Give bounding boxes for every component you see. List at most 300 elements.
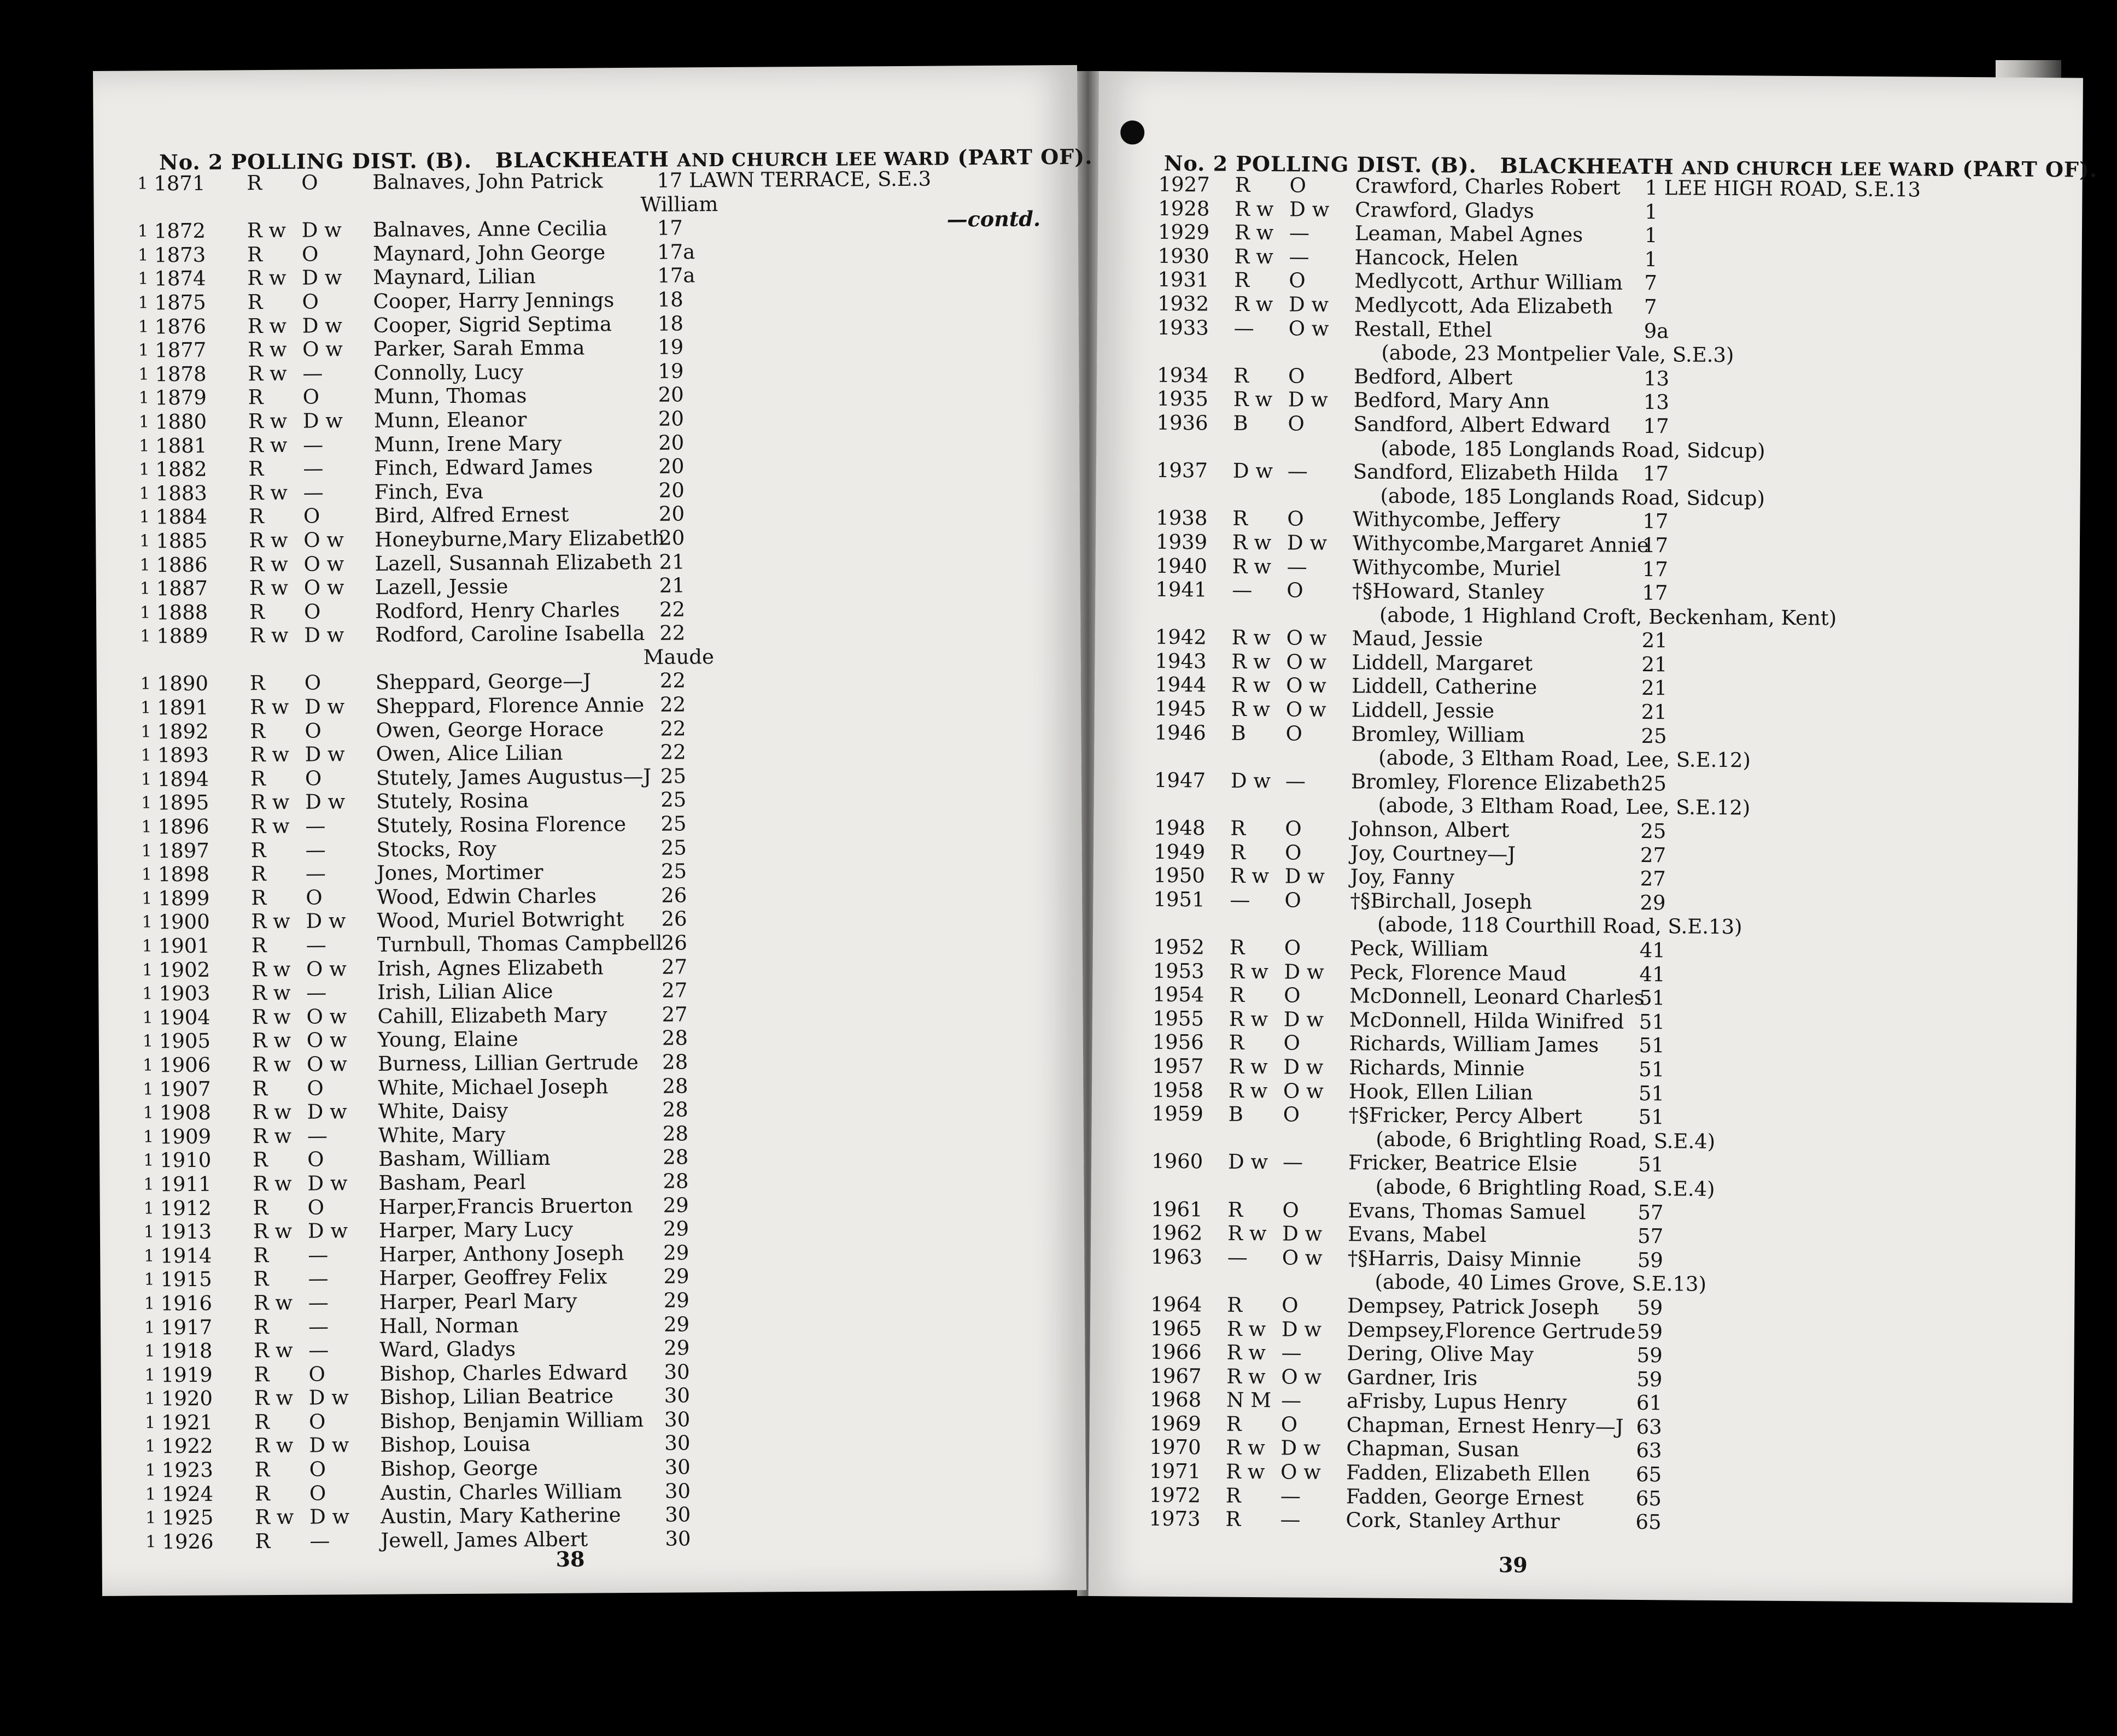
- occupation-code: O: [304, 671, 321, 695]
- voter-list: [93, 166, 1086, 1554]
- qualification-code: R: [1235, 173, 1250, 197]
- qualification-code: R: [1234, 268, 1250, 292]
- elector-number: 1921: [161, 1410, 213, 1435]
- elector-name: Lazell, Susannah Elizabeth: [375, 550, 652, 576]
- address: 41: [1639, 938, 1666, 963]
- margin-mark: 1: [143, 1103, 154, 1123]
- qualification-code: R w: [1227, 1221, 1267, 1246]
- elector-name: Sandford, Albert Edward: [1353, 412, 1611, 438]
- elector-name: Connolly, Lucy: [373, 360, 524, 385]
- elector-name: Irish, Agnes Elizabeth: [377, 955, 604, 981]
- header-ward: BLACKHEATH: [495, 146, 670, 173]
- occupation-code: —: [1280, 1388, 1302, 1412]
- qualification-code: R w: [1231, 697, 1271, 722]
- elector-number: 1892: [157, 719, 209, 743]
- occupation-code: D w: [1282, 1222, 1323, 1246]
- header-number: No. 2: [1163, 150, 1229, 176]
- occupation-code: —: [1289, 245, 1309, 269]
- qualification-code: B: [1233, 411, 1248, 435]
- elector-number: 1943: [1155, 649, 1207, 673]
- qualification-code: R: [248, 385, 264, 409]
- address: 17: [1642, 462, 1669, 486]
- occupation-code: O: [1282, 1293, 1299, 1317]
- elector-number: 1880: [155, 409, 207, 434]
- address: 51: [1638, 1081, 1665, 1105]
- address: 18: [657, 288, 683, 312]
- address: 30: [664, 1431, 691, 1456]
- occupation-code: O: [307, 1147, 324, 1171]
- occupation-code: D w: [307, 1171, 348, 1195]
- occupation-code: O w: [1280, 1460, 1321, 1484]
- elector-number: 1964: [1150, 1292, 1202, 1317]
- elector-number: 1907: [159, 1077, 211, 1101]
- elector-number: 1912: [160, 1196, 212, 1220]
- margin-mark: 1: [144, 1294, 155, 1313]
- address: 28: [662, 1074, 688, 1098]
- qualification-code: R: [255, 1529, 271, 1553]
- qualification-code: R: [1230, 816, 1246, 840]
- qualification-code: R: [247, 171, 262, 195]
- name-continuation: William: [640, 192, 718, 216]
- qualification-code: R w: [250, 814, 290, 838]
- qualification-code: —: [1232, 578, 1253, 602]
- elector-number: 1911: [160, 1172, 212, 1197]
- address: 22: [660, 717, 686, 741]
- elector-name: Cooper, Harry Jennings: [373, 288, 615, 313]
- elector-number: 1950: [1153, 863, 1206, 888]
- elector-name: Stutely, Rosina Florence: [376, 812, 627, 837]
- elector-number: 1889: [156, 624, 208, 648]
- margin-mark: 1: [143, 1222, 155, 1242]
- occupation-code: —: [307, 1124, 328, 1148]
- occupation-code: O w: [303, 552, 344, 576]
- elector-number: 1923: [161, 1458, 213, 1482]
- elector-number: 1877: [154, 338, 207, 362]
- margin-mark: 1: [138, 365, 149, 384]
- qualification-code: R w: [252, 1005, 291, 1029]
- occupation-code: D w: [302, 409, 343, 433]
- elector-name: Bishop, George: [380, 1456, 539, 1481]
- address: 21: [659, 549, 685, 574]
- header-district: POLLING DIST. (B).: [231, 148, 472, 174]
- page-number: 39: [1498, 1552, 1528, 1577]
- occupation-code: O: [1288, 412, 1305, 436]
- address: 25: [1641, 724, 1667, 748]
- elector-name: Bromley, Florence Elizabeth: [1350, 770, 1641, 795]
- margin-mark: 1: [143, 1079, 154, 1099]
- qualification-code: R: [253, 1243, 269, 1267]
- elector-name: Rodford, Caroline Isabella: [375, 621, 645, 647]
- elector-name: Chapman, Susan: [1346, 1436, 1519, 1462]
- occupation-code: D w: [1288, 292, 1329, 316]
- elector-name: Peck, William: [1349, 936, 1489, 961]
- elector-name: Fricker, Beatrice Elsie: [1348, 1151, 1578, 1176]
- qualification-code: R w: [254, 1434, 294, 1458]
- occupation-code: O: [308, 1362, 326, 1386]
- elector-name: Joy, Courtney—J: [1350, 841, 1516, 866]
- qualification-code: R w: [252, 1029, 291, 1053]
- elector-number: 1919: [161, 1363, 213, 1387]
- address: 29: [664, 1336, 690, 1360]
- elector-number: 1939: [1155, 530, 1208, 554]
- address: 28: [662, 1050, 688, 1074]
- elector-name: Wood, Edwin Charles: [377, 884, 597, 909]
- header-part: (PART OF).: [1962, 156, 2098, 182]
- elector-name: Withycombe,Margaret Annie: [1352, 531, 1650, 557]
- occupation-code: —: [1280, 1484, 1301, 1508]
- address: 28: [663, 1169, 689, 1193]
- qualification-code: R: [253, 1267, 269, 1291]
- elector-name: Dering, Olive May: [1347, 1341, 1534, 1366]
- address: 59: [1637, 1295, 1663, 1320]
- occupation-code: —: [1285, 769, 1306, 793]
- margin-mark: 1: [145, 1461, 156, 1480]
- qualification-code: R: [250, 838, 266, 862]
- occupation-code: O: [1288, 364, 1305, 388]
- elector-number: 1952: [1153, 935, 1205, 959]
- address: 27: [1640, 867, 1666, 891]
- qualification-code: R w: [254, 1338, 293, 1363]
- address: 27: [661, 954, 688, 979]
- address: 22: [659, 668, 686, 693]
- address: 21: [1641, 700, 1668, 724]
- elector-name: Owen, George Horace: [376, 717, 604, 742]
- elector-name: Basham, Pearl: [378, 1170, 527, 1195]
- elector-name: Balnaves, Anne Cecilia: [372, 216, 607, 242]
- margin-mark: 1: [144, 1317, 155, 1337]
- address: 26: [661, 907, 687, 931]
- occupation-code: O w: [1288, 316, 1329, 341]
- elector-number: 1885: [156, 529, 208, 553]
- margin-mark: 1: [139, 531, 150, 551]
- address: 21: [1641, 629, 1668, 653]
- elector-name: Liddell, Catherine: [1352, 674, 1537, 700]
- address: 51: [1639, 1034, 1665, 1058]
- margin-mark: 1: [145, 1508, 156, 1528]
- address: 25: [660, 764, 687, 788]
- elector-name: Turnbull, Thomas Campbell: [377, 931, 663, 957]
- qualification-code: R w: [1234, 244, 1274, 269]
- elector-number: 1936: [1156, 410, 1208, 435]
- elector-name: Stutely, James Augustus—J: [376, 764, 652, 790]
- margin-mark: 1: [145, 1436, 156, 1456]
- margin-mark: 1: [142, 1008, 153, 1028]
- qualification-code: R w: [1225, 1459, 1265, 1484]
- occupation-code: D w: [309, 1433, 349, 1458]
- elector-name: Rodford, Henry Charles: [375, 597, 620, 623]
- occupation-code: —: [303, 480, 324, 505]
- occupation-code: —: [302, 361, 323, 385]
- elector-name: Medlycott, Ada Elizabeth: [1354, 293, 1613, 319]
- qualification-code: D w: [1232, 459, 1273, 483]
- occupation-code: O: [303, 504, 320, 528]
- occupation-code: —: [303, 432, 324, 457]
- qualification-code: R: [1227, 1198, 1243, 1222]
- address: 13: [1643, 390, 1670, 414]
- occupation-code: D w: [1284, 864, 1325, 889]
- address: 26: [661, 931, 687, 955]
- elector-name: Richards, Minnie: [1349, 1055, 1525, 1081]
- occupation-code: O: [1280, 1412, 1298, 1436]
- qualification-code: R w: [249, 695, 289, 719]
- qualification-code: R: [253, 1148, 268, 1172]
- address: 21: [659, 573, 685, 597]
- header-part: (PART OF).: [957, 144, 1093, 170]
- margin-mark: 1: [139, 484, 150, 503]
- occupation-code: O: [309, 1481, 326, 1505]
- qualification-code: R w: [254, 1386, 294, 1410]
- elector-name: Harper, Pearl Mary: [379, 1289, 577, 1314]
- occupation-code: O w: [1285, 697, 1326, 722]
- elector-number: 1924: [161, 1482, 214, 1506]
- occupation-code: D w: [302, 266, 342, 290]
- elector-number: 1909: [159, 1124, 212, 1149]
- elector-number: 1901: [158, 934, 210, 958]
- qualification-code: R w: [1232, 554, 1272, 578]
- abode-note: (abode, 6 Brightling Road, S.E.4): [1376, 1127, 1716, 1153]
- address: 29: [663, 1241, 689, 1265]
- header-number: No. 2: [159, 149, 224, 175]
- qualification-code: R: [1227, 1293, 1243, 1317]
- elector-name: White, Michael Joseph: [378, 1074, 609, 1100]
- qualification-code: R: [254, 1458, 270, 1482]
- occupation-code: —: [308, 1291, 329, 1315]
- elector-number: 1878: [155, 362, 207, 386]
- address: 28: [662, 1098, 688, 1122]
- elector-name: Bromley, William: [1351, 722, 1525, 747]
- elector-name: Austin, Mary Katherine: [381, 1503, 621, 1529]
- qualification-code: R: [254, 1362, 270, 1386]
- elector-name: Johnson, Albert: [1350, 817, 1510, 842]
- abode-note: (abode, 6 Brightling Road, S.E.4): [1375, 1175, 1715, 1201]
- elector-number: 1884: [155, 505, 208, 529]
- occupation-code: O: [301, 171, 318, 195]
- occupation-code: O: [302, 385, 320, 409]
- occupation-code: D w: [309, 1505, 350, 1529]
- elector-number: 1941: [1155, 577, 1207, 602]
- elector-number: 1893: [157, 743, 209, 767]
- occupation-code: O w: [303, 528, 344, 552]
- occupation-code: O w: [1286, 626, 1327, 650]
- elector-name: Sheppard, Florence Annie: [375, 693, 645, 718]
- elector-name: Crawford, Charles Robert: [1355, 174, 1621, 200]
- elector-number: 1914: [160, 1244, 212, 1268]
- address: 51: [1638, 1153, 1664, 1177]
- address: 20: [658, 478, 685, 502]
- occupation-code: O: [1284, 841, 1302, 865]
- elector-number: 1891: [156, 695, 209, 720]
- qualification-code: R: [1225, 1507, 1241, 1532]
- elector-name: Irish, Lilian Alice: [377, 980, 553, 1005]
- qualification-code: R w: [252, 1100, 292, 1124]
- elector-number: 1967: [1150, 1364, 1202, 1388]
- occupation-code: O: [1285, 817, 1302, 841]
- occupation-code: D w: [1286, 531, 1327, 555]
- elector-number: 1876: [154, 314, 207, 338]
- occupation-code: —: [308, 1243, 329, 1267]
- qualification-code: R: [247, 290, 263, 314]
- qualification-code: R w: [251, 957, 291, 981]
- elector-number: 1904: [159, 1005, 210, 1030]
- elector-number: 1922: [161, 1434, 213, 1458]
- occupation-code: —: [1287, 459, 1308, 483]
- address: 20: [658, 454, 685, 478]
- elector-number: 1948: [1154, 816, 1206, 840]
- address: 21: [1641, 652, 1668, 677]
- qualification-code: R: [254, 1481, 270, 1505]
- occupation-code: O: [303, 600, 321, 624]
- address: 22: [659, 693, 686, 717]
- address: 9a: [1644, 319, 1669, 343]
- address: 28: [663, 1145, 689, 1170]
- elector-name: Crawford, Gladys: [1355, 197, 1535, 223]
- qualification-code: R w: [248, 361, 287, 386]
- margin-mark: 1: [143, 1055, 154, 1075]
- elector-name: Maud, Jessie: [1352, 626, 1483, 652]
- elector-name: Honeyburne,Mary Elizabeth: [375, 526, 665, 552]
- abode-note: (abode, 185 Longlands Road, Sidcup): [1380, 484, 1765, 511]
- elector-number: 1958: [1151, 1078, 1204, 1102]
- binding-hole: [1120, 120, 1144, 144]
- occupation-code: O: [1284, 888, 1301, 912]
- qualification-code: R w: [1233, 292, 1273, 316]
- elector-name: Young, Elaine: [377, 1027, 518, 1052]
- elector-number: 1926: [162, 1529, 214, 1554]
- address: 20: [658, 407, 685, 431]
- elector-name: White, Mary: [378, 1123, 506, 1147]
- address: 51: [1639, 1057, 1665, 1082]
- margin-mark: 1: [137, 221, 148, 241]
- elector-number: 1937: [1156, 458, 1208, 483]
- elector-name: Stutely, Rosina: [376, 789, 529, 814]
- abode-note: (abode, 40 Limes Grove, S.E.13): [1375, 1270, 1707, 1297]
- elector-number: 1917: [160, 1315, 213, 1339]
- address: 41: [1639, 962, 1665, 986]
- elector-number: 1903: [159, 981, 210, 1006]
- elector-number: 1918: [161, 1339, 213, 1363]
- occupation-code: D w: [305, 742, 345, 766]
- elector-number: 1942: [1155, 625, 1207, 649]
- address: 59: [1636, 1367, 1663, 1391]
- occupation-code: D w: [308, 1386, 349, 1410]
- elector-number: 1945: [1154, 696, 1207, 721]
- elector-name: aFrisby, Lupus Henry: [1346, 1389, 1567, 1415]
- elector-number: 1925: [162, 1505, 214, 1530]
- elector-number: 1969: [1149, 1411, 1202, 1436]
- address: 30: [664, 1360, 690, 1384]
- address: 25: [660, 859, 687, 883]
- elector-number: 1973: [1149, 1506, 1201, 1531]
- elector-name: Fadden, George Ernest: [1346, 1484, 1584, 1510]
- elector-number: 1944: [1155, 673, 1207, 697]
- right-register-page: [1089, 71, 2098, 1603]
- elector-number: 1949: [1153, 840, 1206, 864]
- elector-number: 1959: [1151, 1101, 1204, 1126]
- address: 17a: [657, 263, 695, 288]
- address: 25: [660, 836, 687, 860]
- elector-name: Parker, Sarah Emma: [373, 336, 585, 361]
- elector-name: Liddell, Margaret: [1352, 650, 1533, 676]
- elector-name: Jewell, James Albert: [381, 1527, 588, 1552]
- elector-name: †§Howard, Stanley: [1352, 579, 1545, 604]
- elector-number: 1968: [1149, 1387, 1202, 1412]
- address: 19: [658, 359, 684, 383]
- address: 13: [1643, 366, 1670, 391]
- address: 17: [1643, 414, 1669, 438]
- qualification-code: D w: [1230, 769, 1271, 793]
- qualification-code: R: [249, 600, 265, 624]
- elector-number: 1953: [1153, 959, 1204, 983]
- occupation-code: —: [303, 456, 324, 480]
- address: 59: [1637, 1248, 1664, 1272]
- address: 30: [664, 1479, 691, 1503]
- margin-mark: 1: [142, 960, 153, 980]
- qualification-code: R: [250, 719, 266, 743]
- occupation-code: D w: [1288, 388, 1329, 412]
- elector-number: 1895: [157, 791, 209, 815]
- address: 17: [1642, 509, 1669, 533]
- qualification-code: R: [251, 934, 267, 958]
- voter-list: [1089, 172, 2082, 1537]
- qualification-code: R: [254, 1410, 270, 1434]
- occupation-code: O: [1287, 507, 1304, 531]
- occupation-code: O: [1283, 1031, 1301, 1055]
- margin-mark: 1: [141, 698, 151, 718]
- qualification-code: R w: [251, 910, 290, 934]
- margin-mark: 1: [143, 1127, 154, 1147]
- elector-number: 1946: [1154, 720, 1206, 745]
- elector-number: 1871: [154, 171, 206, 196]
- margin-mark: 1: [141, 793, 152, 813]
- elector-number: 1900: [158, 910, 210, 934]
- address: 57: [1637, 1224, 1664, 1248]
- margin-mark: 1: [143, 1175, 154, 1194]
- occupation-code: —: [305, 838, 326, 862]
- qualification-code: R: [248, 457, 264, 481]
- occupation-code: O: [1283, 1102, 1300, 1127]
- occupation-code: O w: [302, 337, 343, 361]
- elector-name: Finch, Edward James: [374, 455, 593, 480]
- occupation-code: O: [307, 1195, 325, 1219]
- occupation-code: O: [309, 1457, 326, 1481]
- elector-name: Maynard, John George: [372, 241, 606, 266]
- elector-number: 1970: [1149, 1435, 1201, 1459]
- address: 17: [1642, 581, 1668, 605]
- qualification-code: R w: [249, 552, 288, 576]
- abode-note: (abode, 3 Eltham Road, Lee, S.E.12): [1378, 746, 1751, 772]
- occupation-code: O: [1284, 983, 1301, 1007]
- elector-number: 1881: [155, 433, 207, 458]
- occupation-code: —: [308, 1266, 329, 1291]
- occupation-code: D w: [302, 313, 343, 338]
- qualification-code: R w: [248, 433, 288, 457]
- elector-number: 1896: [157, 814, 209, 839]
- occupation-code: —: [305, 861, 326, 885]
- qualification-code: R w: [247, 219, 286, 243]
- address: 27: [1640, 843, 1666, 867]
- elector-name: Dempsey,Florence Gertrude: [1347, 1317, 1636, 1344]
- header-church: AND CHURCH LEE WARD: [677, 148, 950, 171]
- qualification-code: R w: [249, 624, 289, 648]
- address: 28: [662, 1122, 689, 1146]
- elector-name: Peck, Florence Maud: [1349, 960, 1567, 986]
- address: 25: [660, 812, 687, 836]
- margin-mark: 1: [138, 341, 149, 360]
- margin-mark: 1: [138, 388, 149, 408]
- qualification-code: R: [252, 1076, 268, 1100]
- occupation-code: D w: [1281, 1317, 1322, 1341]
- occupation-code: O: [1286, 578, 1303, 602]
